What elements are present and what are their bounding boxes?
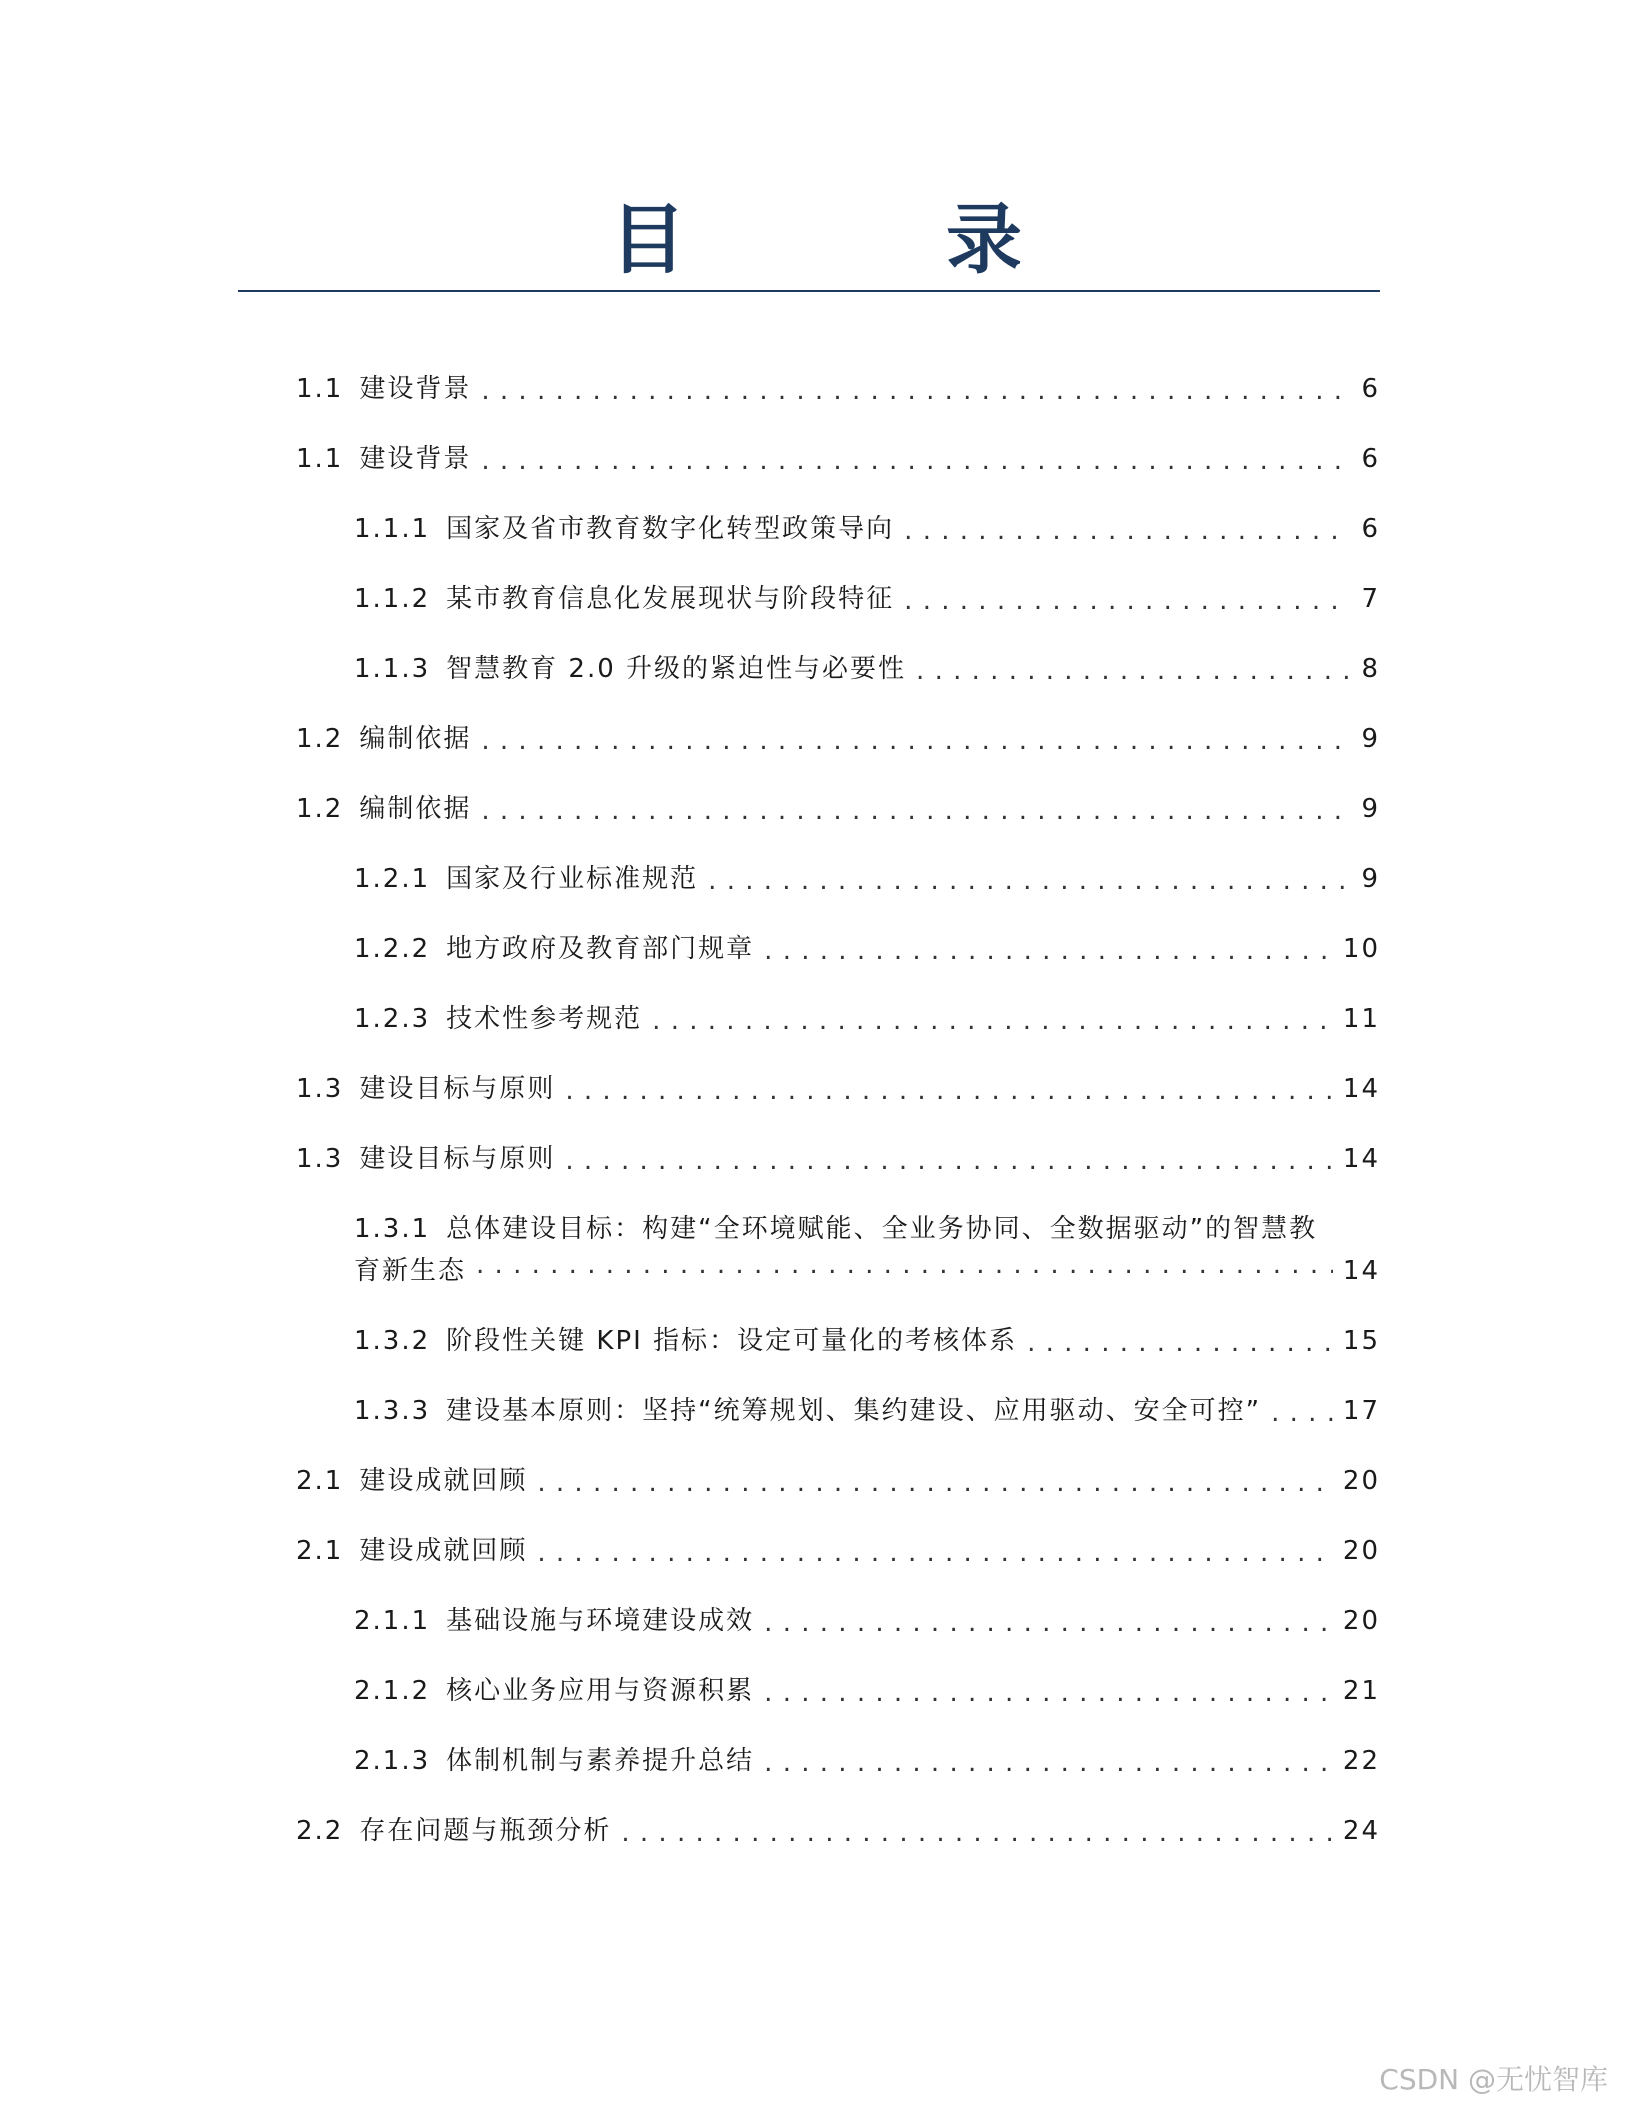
toc-entry-number: 1.1.2 xyxy=(354,584,431,614)
toc-leader-dots xyxy=(537,1468,1333,1502)
toc-entry[interactable] xyxy=(296,368,1380,410)
toc-entry-title: 技术性参考规范 xyxy=(446,1004,643,1034)
toc-entry-title: 建设成就回顾 xyxy=(359,1466,528,1496)
toc-leader-dots xyxy=(537,1538,1333,1572)
title-divider xyxy=(238,290,1380,292)
toc-entry-title: 建设成就回顾 xyxy=(359,1536,528,1566)
toc-entry-page: 8 xyxy=(1361,654,1380,684)
toc-leader-dots xyxy=(621,1818,1333,1852)
toc-leader-dots xyxy=(764,1748,1333,1782)
toc-leader-dots xyxy=(481,796,1350,830)
toc-entry-page: 7 xyxy=(1361,584,1380,614)
toc-leader-dots xyxy=(652,1006,1333,1040)
toc-leader-dots xyxy=(764,1678,1333,1712)
toc-entry[interactable] xyxy=(296,1810,1380,1852)
toc-entry[interactable] xyxy=(296,1320,1380,1362)
toc-entry-page: 15 xyxy=(1342,1326,1380,1356)
toc-entry-page: 21 xyxy=(1342,1676,1380,1706)
toc-entry-page: 22 xyxy=(1342,1746,1380,1776)
toc-leader-dots xyxy=(904,586,1350,620)
toc-entry[interactable] xyxy=(296,1670,1380,1712)
toc-entry-page: 10 xyxy=(1342,934,1380,964)
toc-entry[interactable] xyxy=(296,438,1380,480)
toc-leader-dots xyxy=(1271,1398,1333,1432)
toc-entry-number: 1.3 xyxy=(296,1144,344,1174)
toc-entry-title: 智慧教育 2.0 升级的紧迫性与必要性 xyxy=(446,654,907,684)
toc-entry-number: 1.1.1 xyxy=(354,514,431,544)
page-title: 目 录 xyxy=(610,195,1114,284)
toc-entry-title-continued: 育新生态 xyxy=(354,1256,467,1286)
toc-leader-dots xyxy=(916,656,1350,690)
toc-leader-dots xyxy=(764,1608,1333,1642)
toc-entry-number: 2.1.3 xyxy=(354,1746,431,1776)
toc-entry-number: 1.1.3 xyxy=(354,654,431,684)
toc-leader-dots xyxy=(565,1076,1333,1110)
toc-leader-dots xyxy=(1027,1328,1333,1362)
toc-leader-dots xyxy=(481,376,1350,410)
toc-entry-title: 阶段性关键 KPI 指标：设定可量化的考核体系 xyxy=(446,1326,1018,1356)
toc-entry-title: 国家及省市教育数字化转型政策导向 xyxy=(446,514,895,544)
toc-entry-page: 9 xyxy=(1361,724,1380,754)
toc-entry-page: 14 xyxy=(1342,1074,1380,1104)
toc-entry[interactable] xyxy=(296,1390,1380,1432)
toc-entry-number: 1.1 xyxy=(296,374,344,404)
toc-leader-dots xyxy=(481,446,1350,480)
toc-entry-title: 存在问题与瓶颈分析 xyxy=(359,1816,612,1846)
toc-entry-page: 6 xyxy=(1361,444,1380,474)
toc-entry-number: 2.1 xyxy=(296,1466,344,1496)
toc-entry-number: 1.2.3 xyxy=(354,1004,431,1034)
watermark: CSDN @无忧智库 xyxy=(1379,2063,1608,2096)
toc-entry[interactable] xyxy=(296,1460,1380,1502)
toc-entry-number: 1.2 xyxy=(296,724,344,754)
toc-entry-title: 建设背景 xyxy=(359,374,472,404)
toc-entry-page: 20 xyxy=(1342,1606,1380,1636)
toc-entry-number: 2.1.2 xyxy=(354,1676,431,1706)
toc-entry-page: 11 xyxy=(1342,1004,1380,1034)
toc-leader-dots xyxy=(481,726,1350,760)
toc-entry-number: 2.1.1 xyxy=(354,1606,431,1636)
toc-entry-title: 核心业务应用与资源积累 xyxy=(446,1676,755,1706)
toc-entry-title: 某市教育信息化发展现状与阶段特征 xyxy=(446,584,895,614)
toc-entry-number: 2.1 xyxy=(296,1536,344,1566)
toc-leader-dots xyxy=(476,1250,1333,1284)
toc-entry-number: 1.2.2 xyxy=(354,934,431,964)
toc-entry-number: 1.3.1 xyxy=(354,1214,431,1244)
toc-entry-title: 地方政府及教育部门规章 xyxy=(446,934,755,964)
toc-leader-dots xyxy=(764,936,1333,970)
toc-entry-page: 6 xyxy=(1361,514,1380,544)
toc-entry-title: 建设目标与原则 xyxy=(359,1144,556,1174)
toc-entry[interactable] xyxy=(296,648,1380,690)
toc-entry-page: 9 xyxy=(1361,794,1380,824)
toc-entry-title: 建设基本原则：坚持“统筹规划、集约建设、应用驱动、安全可控” xyxy=(446,1396,1262,1426)
toc-entry-number: 1.1 xyxy=(296,444,344,474)
toc-entry-page: 20 xyxy=(1342,1536,1380,1566)
toc-entry[interactable] xyxy=(296,788,1380,830)
toc-entry[interactable] xyxy=(296,1068,1380,1110)
toc-entry[interactable] xyxy=(296,718,1380,760)
toc-entry-title: 建设目标与原则 xyxy=(359,1074,556,1104)
toc-entry-page: 14 xyxy=(1342,1256,1380,1286)
toc-entry-title: 编制依据 xyxy=(359,794,472,824)
toc-entry[interactable] xyxy=(296,1530,1380,1572)
toc-entry-page: 24 xyxy=(1342,1816,1380,1846)
toc-entry-title: 体制机制与素养提升总结 xyxy=(446,1746,755,1776)
toc-entry[interactable] xyxy=(296,1740,1380,1782)
toc-leader-dots xyxy=(904,516,1350,550)
toc-entry-page: 17 xyxy=(1342,1396,1380,1426)
toc-entry-number: 1.3.2 xyxy=(354,1326,431,1356)
toc-entry[interactable] xyxy=(296,508,1380,550)
toc-entry[interactable] xyxy=(296,858,1380,900)
table-of-contents xyxy=(296,368,1380,1880)
toc-entry-title: 编制依据 xyxy=(359,724,472,754)
toc-entry[interactable] xyxy=(296,1208,1380,1292)
toc-entry[interactable] xyxy=(296,1138,1380,1180)
toc-entry-page: 9 xyxy=(1361,864,1380,894)
toc-entry-title: 基础设施与环境建设成效 xyxy=(446,1606,755,1636)
toc-entry[interactable] xyxy=(296,578,1380,620)
toc-entry-title: 国家及行业标准规范 xyxy=(446,864,699,894)
toc-entry-title: 建设背景 xyxy=(359,444,472,474)
toc-entry-number: 1.2 xyxy=(296,794,344,824)
toc-entry-number: 1.3 xyxy=(296,1074,344,1104)
toc-entry-number: 2.2 xyxy=(296,1816,344,1846)
toc-entry-page: 14 xyxy=(1342,1144,1380,1174)
toc-entry-number: 1.3.3 xyxy=(354,1396,431,1426)
toc-entry[interactable] xyxy=(296,928,1380,970)
toc-leader-dots xyxy=(708,866,1350,900)
toc-entry-page: 6 xyxy=(1361,374,1380,404)
toc-entry-page: 20 xyxy=(1342,1466,1380,1496)
toc-entry-title: 总体建设目标：构建“全环境赋能、全业务协同、全数据驱动”的智慧教 xyxy=(446,1214,1318,1244)
toc-leader-dots xyxy=(565,1146,1333,1180)
toc-entry-number: 1.2.1 xyxy=(354,864,431,894)
toc-entry[interactable] xyxy=(296,1600,1380,1642)
toc-entry[interactable] xyxy=(296,998,1380,1040)
